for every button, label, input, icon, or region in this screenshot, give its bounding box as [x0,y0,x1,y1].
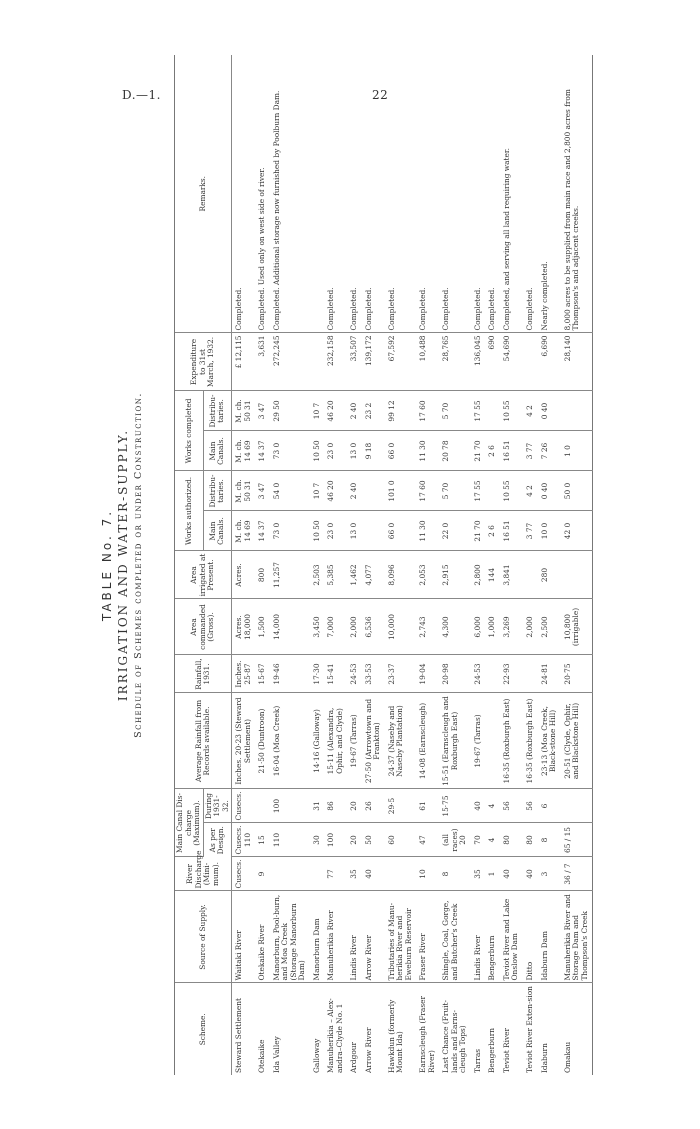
cell-area-cmd: 2,000 [347,599,362,655]
cell-scheme: Galloway [311,1038,321,1073]
cell-design: 15 [255,823,270,857]
cell-scheme: Arrow River [363,1026,373,1073]
cell-remarks: Completed. [324,54,347,332]
cell-auth-main: 23 0 [324,511,347,551]
cell-exp: 28,140 [561,332,593,390]
cell-comp-main: 7 26 [538,430,561,470]
cell-area-irr: 2,800 [471,551,486,599]
cell-source: Manorburn, Pool-burn, and Moa Creek (Storage Manorburn Dam) [270,891,310,983]
cell-comp-dist [561,390,593,430]
cell-exp: 3,631 [255,332,270,390]
cell-rain-1931: 17·30 [310,655,325,693]
cell-auth-main: 22 0 [439,511,471,551]
cell-scheme: Idaburn [539,1042,549,1073]
cell-area-irr: 1,462 [347,551,362,599]
cell-river: 35 [471,857,486,891]
cell-during: 56 [500,789,523,823]
cell-comp-dist: 46 20 [324,390,347,430]
cell-scheme: Omakau [562,1041,572,1073]
cell-area-irr: 800 [255,551,270,599]
cell-comp-dist: 5 70 [439,390,471,430]
cell-remarks: Completed. Additional storage now furnished by Poolburn Dam. [270,54,310,332]
cell-remarks: Completed. [416,54,439,332]
cell-river: 3 [538,857,561,891]
cell-area-irr: 280 [538,551,561,599]
col-rainfall-records: Average Rainfall from Records available. [175,693,232,789]
cell-during: 20 [347,789,362,823]
cell-area-cmd: 10,800 (irrigable) [561,599,593,655]
cell-rain-1931: 15·67 [255,655,270,693]
cell-rain-avg [485,693,500,789]
cell-area-irr: 2,915 [439,551,471,599]
cell-rain-avg: 27·50 (Arrowtown and Frankton) [362,693,385,789]
cell-during [255,789,270,823]
cell-auth-main: 42 0 [561,511,593,551]
cell-auth-main: M. ch. 14 69 [232,511,256,551]
col-river-discharge: River Discharge (Mini-mum). [175,857,232,891]
col-scheme: Scheme. [175,983,232,1075]
cell-exp: 690 [485,332,500,390]
cell-area-irr: 144 [485,551,500,599]
cell-area-cmd: 2,000 [523,599,538,655]
cell-rain-1931: 15·41 [324,655,347,693]
col-remarks: Remarks. [175,54,232,332]
cell-rain-1931: 20·75 [561,655,593,693]
table-row [385,54,417,1074]
cell-comp-main: 1 0 [561,430,593,470]
col-rainfall-1931: Rainfall, 1931. [175,655,232,693]
cell-scheme: Teviot River Exten-sion [524,985,534,1073]
cell-area-irr [561,551,593,599]
col-during: During 1931-32. [203,789,232,823]
cell-river: Cusecs. [232,857,256,891]
cell-exp: £ 12,115 [232,332,256,390]
cell-river [270,857,310,891]
cell-scheme: Hawkdun (formerly Mount Ida) [386,999,405,1073]
cell-comp-dist: 4 2 [523,390,538,430]
cell-scheme: Ida Valley [271,1035,281,1073]
cell-comp-dist: 3 47 [255,390,270,430]
cell-auth-main: 66 0 [385,511,417,551]
cell-rain-avg: 15·51 (Earnscleugh and Roxburgh East) [439,693,471,789]
cell-river: 35 [347,857,362,891]
rotated-table-block [100,55,600,1075]
cell-source: Ditto [523,891,538,983]
cell-design: 65 / 15 [561,823,593,857]
cell-auth-main: 16 51 [500,511,523,551]
cell-source: Otekaike River [255,891,270,983]
cell-exp: 54,690 [500,332,523,390]
cell-scheme: Steward Settlement [234,997,244,1073]
table-row [324,54,347,1074]
cell-rain-avg: 19·67 (Tarras) [347,693,362,789]
cell-auth-dist: 17 60 [416,470,439,510]
cell-comp-dist: 10 55 [500,390,523,430]
col-as-per-design: As per Design. [203,823,232,857]
cell-area-cmd: 2,500 [538,599,561,655]
cell-river [385,857,417,891]
cell-comp-main: M. ch. 14 69 [232,430,256,470]
col-comp-dist: Distribu-taries. [203,390,232,430]
table-title: IRRIGATION AND WATER-SUPPLY. [116,428,130,701]
cell-exp: 28,765 [439,332,471,390]
cell-comp-main: 11 30 [416,430,439,470]
table-row [523,54,538,1074]
cell-remarks: Completed. Used only on west side of river. [255,54,270,332]
cell-comp-dist: 2 40 [347,390,362,430]
cell-design: 50 [362,823,385,857]
cell-source: Idaburn Dam [538,891,561,983]
cell-river: 40 [500,857,523,891]
cell-area-cmd: 6,000 [471,599,486,655]
cell-exp: 272,245 [270,332,310,390]
cell-rain-1931: 22·93 [500,655,523,693]
cell-area-irr: Acres. [232,551,256,599]
cell-area-cmd: 3,269 [500,599,523,655]
cell-remarks: Completed, and serving all land requiring water. [500,54,523,332]
cell-remarks: Nearly completed. [538,54,561,332]
cell-source: Lindis River [471,891,486,983]
cell-source: Manuherikia River and Storage Dam and Thompson's Creek [561,891,593,983]
cell-exp: 67,592 [385,332,417,390]
cell-comp-dist [485,390,500,430]
col-works-authorized: Works authorized. [175,470,204,550]
cell-comp-main: 2 6 [485,430,500,470]
cell-during: 4 [485,789,500,823]
cell-source: Waitaki River [232,891,256,983]
cell-rain-avg: 16·35 (Roxburgh East) [500,693,523,789]
cell-comp-main: 23 0 [324,430,347,470]
cell-exp: 136,045 [471,332,486,390]
cell-auth-dist: 5 70 [439,470,471,510]
cell-remarks: Completed. [439,54,471,332]
cell-river: 8 [439,857,471,891]
cell-area-cmd: 7,000 [324,599,347,655]
cell-rain-avg: 24·37 (Naseby and Naseby Plantation) [385,693,417,789]
cell-auth-dist: 46 20 [324,470,347,510]
cell-remarks: Completed. [523,54,538,332]
table-row [310,54,325,1074]
cell-auth-main: 2 6 [485,511,500,551]
cell-exp: 139,172 [362,332,385,390]
cell-scheme: Otekaike [257,1038,267,1073]
cell-rain-avg: Inches. 20·23 (Steward Settlement) [232,693,256,789]
cell-rain-avg: 16·35 (Roxburgh East) [523,693,538,789]
cell-design: (all races) 20 [439,823,471,857]
cell-river: 10 [416,857,439,891]
cell-remarks: 8,000 acres to be supplied from main race and 2,800 acres from Thompson's and adjacent creeks. [561,54,593,332]
cell-rain-avg: 23·13 (Moa Creek, Black-stone Hill) [538,693,561,789]
col-main-canal-group: Main Canal Dis-charge (Maximum). [175,789,204,857]
cell-source: Shingle, Coal, Gorge, and Butcher's Creek [439,891,471,983]
table-row [538,54,561,1074]
cell-auth-dist: 4 2 [523,470,538,510]
cell-during: 31 [310,789,325,823]
cell-auth-main: 10 50 [310,511,325,551]
col-expenditure: Expenditure to 31st March, 1932. [175,332,232,390]
cell-rain-1931: 24·53 [471,655,486,693]
cell-exp [523,332,538,390]
cell-comp-main: 3 77 [523,430,538,470]
table-row [255,54,270,1074]
cell-comp-main: 20 78 [439,430,471,470]
cell-area-cmd: 1,000 [485,599,500,655]
schemes-table [174,54,593,1074]
cell-auth-main: 13 0 [347,511,362,551]
cell-auth-main: 73 0 [270,511,310,551]
cell-during: 40 [471,789,486,823]
cell-river [310,857,325,891]
cell-auth-dist: 0 40 [538,470,561,510]
cell-area-cmd: 14,000 [270,599,310,655]
cell-area-cmd: 10,000 [385,599,417,655]
cell-river: 9 [255,857,270,891]
cell-comp-dist: 23 2 [362,390,385,430]
cell-area-irr: 8,096 [385,551,417,599]
cell-comp-dist: 29 50 [270,390,310,430]
cell-scheme: Ardgour [349,1041,359,1073]
cell-auth-main: 11 30 [416,511,439,551]
cell-exp: 232,158 [324,332,347,390]
cell-source: Manorburn Dam [310,891,325,983]
table-row [232,54,256,1074]
cell-area-cmd: 3,450 [310,599,325,655]
cell-area-irr: 3,841 [500,551,523,599]
table-titles [100,55,174,1075]
cell-area-cmd: 2,743 [416,599,439,655]
cell-auth-dist [485,470,500,510]
cell-source: Arrow River [362,891,385,983]
cell-rain-1931 [523,655,538,693]
cell-area-cmd: 4,300 [439,599,471,655]
cell-area-irr: 11,257 [270,551,310,599]
cell-auth-dist: 2 40 [347,470,362,510]
cell-scheme: Last Chance (Fruit-lands and Earns-cleugh Tops) [441,999,468,1073]
cell-rain-1931: 19·46 [270,655,310,693]
table-row [500,54,523,1074]
cell-remarks: Completed. [385,54,417,332]
cell-rain-avg: 15·11 (Alexandra, Ophir, and Clyde) [324,693,347,789]
cell-design: 4 [485,823,500,857]
cell-rain-1931: 19·04 [416,655,439,693]
cell-area-irr [523,551,538,599]
cell-exp: 33,507 [347,332,362,390]
cell-during: 26 [362,789,385,823]
cell-during: 29·5 [385,789,417,823]
table-row [471,54,486,1074]
cell-rain-avg: 14·16 (Galloway) [310,693,325,789]
cell-source: Bengerburn [485,891,500,983]
cell-exp: 10,488 [416,332,439,390]
cell-design: 80 [500,823,523,857]
col-works-completed: Works completed [175,390,204,470]
cell-auth-dist: 3 47 [255,470,270,510]
cell-source: Tributaries of Manu-herikia River and Eweburn Reservoir [385,891,417,983]
cell-during: 6 [538,789,561,823]
cell-area-cmd: 1,500 [255,599,270,655]
cell-scheme: Bengerburn [487,1027,497,1073]
cell-auth-dist: M. ch. 50 31 [232,470,256,510]
cell-auth-dist [362,470,385,510]
cell-auth-dist: 54 0 [270,470,310,510]
table-number: TABLE No. 7. [100,508,114,621]
cell-scheme: Manuherikia – Alex-andra–Clyde No. 1 [326,997,344,1073]
cell-rain-avg: 16·04 (Moa Creek) [270,693,310,789]
cell-rain-1931: 23·37 [385,655,417,693]
cell-river: 40 [523,857,538,891]
cell-during: 100 [270,789,310,823]
col-area-irrigated: Area irrigated at Present. [175,551,232,599]
cell-auth-main: 21 70 [471,511,486,551]
cell-design: 100 [324,823,347,857]
cell-source: Manuherikia River [324,891,347,983]
cell-source: Fraser River [416,891,439,983]
cell-rain-1931: Inches. 25·87 [232,655,256,693]
cell-comp-main: 73 0 [270,430,310,470]
cell-rain-avg: 21·50 (Duntroon) [255,693,270,789]
cell-comp-main: 14 37 [255,430,270,470]
table-row [561,54,593,1074]
cell-remarks: Completed. [471,54,486,332]
cell-remarks [310,54,325,332]
cell-comp-main: 66 0 [385,430,417,470]
cell-auth-dist: 10 7 [310,470,325,510]
cell-source: Lindis River [347,891,362,983]
cell-comp-dist: M. ch. 50 31 [232,390,256,430]
cell-during: 15·75 [439,789,471,823]
col-source: Source of Supply. [175,891,232,983]
cell-auth-main: 14 37 [255,511,270,551]
cell-design: 20 [347,823,362,857]
page-number: 22 [372,88,389,102]
cell-auth-main: 10 0 [538,511,561,551]
cell-comp-dist: 17 60 [416,390,439,430]
cell-design: 47 [416,823,439,857]
cell-area-irr: 2,053 [416,551,439,599]
cell-remarks: Completed. [347,54,362,332]
table-row [416,54,439,1074]
cell-rain-1931: 24·53 [347,655,362,693]
cell-river: 77 [324,857,347,891]
cell-during: 56 [523,789,538,823]
cell-source: Teviot River and Lake Onslow Dam [500,891,523,983]
cell-during: 86 [324,789,347,823]
cell-rain-avg: 19·67 (Tarras) [471,693,486,789]
cell-exp [310,332,325,390]
cell-area-irr: 4,077 [362,551,385,599]
cell-comp-main: 10 50 [310,430,325,470]
cell-design: 8 [538,823,561,857]
col-auth-dist: Distribu-taries. [203,470,232,510]
table-row [362,54,385,1074]
col-auth-main: Main Canals. [203,511,232,551]
cell-during [561,789,593,823]
cell-design: 30 [310,823,325,857]
cell-auth-dist: 10 55 [500,470,523,510]
cell-remarks: Completed. [232,54,256,332]
cell-comp-dist: 0 40 [538,390,561,430]
table-row [485,54,500,1074]
cell-during: Cusecs. [232,789,256,823]
table-row [439,54,471,1074]
cell-remarks: Completed. [485,54,500,332]
table-subtitle: Schedule of Schemes completed or under Construction. [133,391,144,738]
cell-design: 70 [471,823,486,857]
cell-auth-dist: 101 0 [385,470,417,510]
cell-river: 36 / 7 [561,857,593,891]
cell-auth-main: 3 77 [523,511,538,551]
cell-rain-avg: 20·51 (Clyde, Ophir, and Blackstone Hill) [561,693,593,789]
col-comp-main: Main Canals. [203,430,232,470]
cell-exp: 6,690 [538,332,561,390]
cell-comp-main: 16 51 [500,430,523,470]
cell-rain-avg: 14·08 (Earnscleugh) [416,693,439,789]
cell-scheme: Teviot River [501,1027,511,1073]
cell-scheme: Tarras [472,1048,482,1073]
cell-comp-dist: 99 12 [385,390,417,430]
cell-rain-1931: 20·98 [439,655,471,693]
cell-auth-dist: 50 0 [561,470,593,510]
cell-rain-1931: 33·53 [362,655,385,693]
cell-river: 40 [362,857,385,891]
cell-design: 60 [385,823,417,857]
cell-comp-main: 13 0 [347,430,362,470]
cell-area-cmd: 6,536 [362,599,385,655]
cell-area-irr: 5,385 [324,551,347,599]
cell-remarks: Completed. [362,54,385,332]
cell-auth-main [362,511,385,551]
cell-scheme: Earnscleugh (Fraser River) [418,995,436,1073]
cell-design: 80 [523,823,538,857]
table-row [270,54,310,1074]
cell-auth-dist: 17 55 [471,470,486,510]
page-header-code: D.—1. [122,88,161,102]
cell-area-cmd: Acres. 18,000 [232,599,256,655]
col-area-commanded: Area commanded (Gross). [175,599,232,655]
cell-design: Cusecs. 110 [232,823,256,857]
cell-design: 110 [270,823,310,857]
cell-rain-1931 [485,655,500,693]
cell-comp-dist: 17 55 [471,390,486,430]
cell-comp-main: 9 18 [362,430,385,470]
cell-area-irr: 2,503 [310,551,325,599]
cell-comp-main: 21 70 [471,430,486,470]
cell-during: 61 [416,789,439,823]
cell-rain-1931: 24·81 [538,655,561,693]
cell-river: 1 [485,857,500,891]
table-row [347,54,362,1074]
cell-comp-dist: 10 7 [310,390,325,430]
